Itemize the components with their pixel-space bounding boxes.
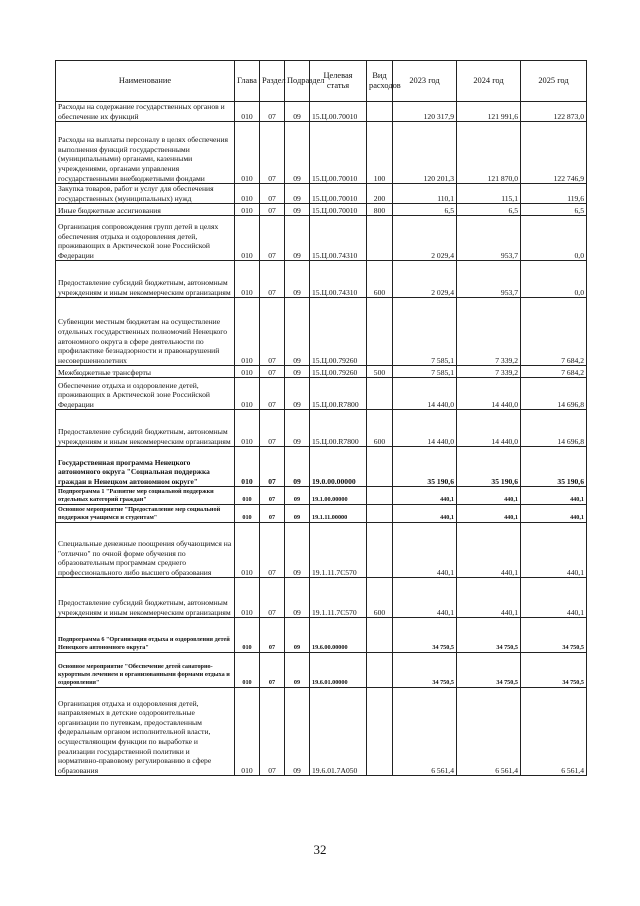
row-2023: 110,1 xyxy=(393,184,457,204)
row-podrazdel: 09 xyxy=(285,688,310,776)
row-2025: 119,6 xyxy=(521,184,587,204)
row-glava: 010 xyxy=(235,688,260,776)
row-podrazdel: 09 xyxy=(285,447,310,487)
row-target: 15.Ц.00.74310 xyxy=(310,216,367,261)
row-name: Расходы на выплаты персоналу в целях обеспечения выполнения функций государственными (муниципальными) органами, казенными учреждениями, органами управления государственными внебюджетными фондами xyxy=(56,122,235,184)
row-podrazdel: 09 xyxy=(285,102,310,122)
header-vid: Вид расходов xyxy=(367,61,393,102)
row-razdel: 07 xyxy=(260,688,285,776)
header-name: Наименование xyxy=(56,61,235,102)
table-row xyxy=(56,378,587,410)
row-2024: 6 561,4 xyxy=(457,688,521,776)
row-glava: 010 xyxy=(235,487,260,505)
row-razdel: 07 xyxy=(260,204,285,216)
row-2024: 7 339,2 xyxy=(457,366,521,378)
row-glava: 010 xyxy=(235,184,260,204)
row-2024: 14 440,0 xyxy=(457,378,521,410)
row-vid: 100 xyxy=(367,122,393,184)
row-vid xyxy=(367,653,393,688)
row-vid: 500 xyxy=(367,366,393,378)
row-razdel: 07 xyxy=(260,447,285,487)
header-row xyxy=(56,61,587,102)
row-glava: 010 xyxy=(235,410,260,447)
row-2024: 34 750,5 xyxy=(457,618,521,653)
row-2023: 7 585,1 xyxy=(393,298,457,366)
table-row xyxy=(56,184,587,204)
row-2023: 34 750,5 xyxy=(393,653,457,688)
row-name: Обеспечение отдыха и оздоровление детей, проживающих в Арктической зоне Российской Федерации xyxy=(56,378,235,410)
table-row xyxy=(56,618,587,653)
row-vid xyxy=(367,523,393,578)
row-2025: 6 561,4 xyxy=(521,688,587,776)
row-2024: 440,1 xyxy=(457,505,521,523)
row-name: Специальные денежные поощрения обучающимся на "отлично" по очной форме обучения по образовательным программам среднего профессионального либо высшего образования xyxy=(56,523,235,578)
row-podrazdel: 09 xyxy=(285,378,310,410)
row-vid xyxy=(367,298,393,366)
row-name: Предоставление субсидий бюджетным, автономным учреждениям и иным некоммерческим организациям xyxy=(56,261,235,298)
row-name: Предоставление субсидий бюджетным, автономным учреждениям и иным некоммерческим организациям xyxy=(56,578,235,618)
table-row xyxy=(56,204,587,216)
row-podrazdel: 09 xyxy=(285,505,310,523)
row-podrazdel: 09 xyxy=(285,204,310,216)
row-2025: 440,1 xyxy=(521,487,587,505)
row-2025: 0,0 xyxy=(521,261,587,298)
row-target: 15.Ц.00.R7800 xyxy=(310,410,367,447)
row-glava: 010 xyxy=(235,505,260,523)
row-name: Государственная программа Ненецкого автономного округа "Социальная поддержка граждан в Ненецком автономном округе" xyxy=(56,447,235,487)
row-name: Субвенции местным бюджетам на осуществление отдельных государственных полномочий Ненецкого автономного округа в сфере деятельности по профилактике безнадзорности и правонарушений несовершеннолетних xyxy=(56,298,235,366)
row-2024: 34 750,5 xyxy=(457,653,521,688)
row-podrazdel: 09 xyxy=(285,366,310,378)
row-2025: 34 750,5 xyxy=(521,653,587,688)
row-glava: 010 xyxy=(235,122,260,184)
row-podrazdel: 09 xyxy=(285,122,310,184)
row-target: 15.Ц.00.74310 xyxy=(310,261,367,298)
row-2023: 6 561,4 xyxy=(393,688,457,776)
row-target: 19.0.00.00000 xyxy=(310,447,367,487)
row-name: Предоставление субсидий бюджетным, автономным учреждениям и иным некоммерческим организациям xyxy=(56,410,235,447)
table-row xyxy=(56,366,587,378)
row-podrazdel: 09 xyxy=(285,261,310,298)
row-vid xyxy=(367,378,393,410)
row-2025: 440,1 xyxy=(521,505,587,523)
row-2024: 440,1 xyxy=(457,578,521,618)
row-2023: 120 317,9 xyxy=(393,102,457,122)
row-glava: 010 xyxy=(235,378,260,410)
row-name: Расходы на содержание государственных органов и обеспечение их функций xyxy=(56,102,235,122)
row-razdel: 07 xyxy=(260,410,285,447)
row-target: 15.Ц.00.70010 xyxy=(310,184,367,204)
row-target: 19.1.11.7С570 xyxy=(310,523,367,578)
row-2025: 6,5 xyxy=(521,204,587,216)
row-2023: 14 440,0 xyxy=(393,410,457,447)
row-2024: 953,7 xyxy=(457,216,521,261)
row-2024: 953,7 xyxy=(457,261,521,298)
row-2024: 121 870,0 xyxy=(457,122,521,184)
row-vid xyxy=(367,102,393,122)
row-name: Подпрограмма 6 "Организация отдыха и оздоровления детей Ненецкого автономного округа" xyxy=(56,618,235,653)
row-razdel: 07 xyxy=(260,122,285,184)
row-podrazdel: 09 xyxy=(285,653,310,688)
row-2023: 6,5 xyxy=(393,204,457,216)
row-vid: 600 xyxy=(367,578,393,618)
row-name: Организация сопровождения групп детей в целях обеспечения отдыха и оздоровления детей, проживающих в Арктической зоне Российской Федерации xyxy=(56,216,235,261)
header-glava: Глава xyxy=(235,61,260,102)
row-2025: 35 190,6 xyxy=(521,447,587,487)
row-target: 19.6.00.00000 xyxy=(310,618,367,653)
row-target: 15.Ц.00.79260 xyxy=(310,366,367,378)
header-2023: 2023 год xyxy=(393,61,457,102)
row-name: Основное мероприятие "Предоставление мер социальной поддержки учащимся и студентам" xyxy=(56,505,235,523)
row-vid: 600 xyxy=(367,410,393,447)
table-row xyxy=(56,261,587,298)
row-2023: 440,1 xyxy=(393,505,457,523)
table-row xyxy=(56,102,587,122)
table-row xyxy=(56,298,587,366)
row-2024: 6,5 xyxy=(457,204,521,216)
row-glava: 010 xyxy=(235,216,260,261)
row-2024: 440,1 xyxy=(457,487,521,505)
row-2023: 440,1 xyxy=(393,523,457,578)
row-razdel: 07 xyxy=(260,216,285,261)
row-2023: 7 585,1 xyxy=(393,366,457,378)
row-glava: 010 xyxy=(235,653,260,688)
row-glava: 010 xyxy=(235,523,260,578)
row-name: Закупка товаров, работ и услуг для обеспечения государственных (муниципальных) нужд xyxy=(56,184,235,204)
row-podrazdel: 09 xyxy=(285,618,310,653)
header-razdel: Раздел xyxy=(260,61,285,102)
row-name: Межбюджетные трансферты xyxy=(56,366,235,378)
row-target: 19.1.11.00000 xyxy=(310,505,367,523)
row-podrazdel: 09 xyxy=(285,523,310,578)
header-2025: 2025 год xyxy=(521,61,587,102)
row-target: 15.Ц.00.70010 xyxy=(310,122,367,184)
row-2025: 122 746,9 xyxy=(521,122,587,184)
row-podrazdel: 09 xyxy=(285,298,310,366)
row-razdel: 07 xyxy=(260,523,285,578)
row-glava: 010 xyxy=(235,261,260,298)
row-podrazdel: 09 xyxy=(285,410,310,447)
row-2023: 2 029,4 xyxy=(393,261,457,298)
table-row xyxy=(56,216,587,261)
row-name: Организация отдыха и оздоровления детей, направляемых в детские оздоровительные организации по путевкам, предоставленным федеральным органом исполнительной власти, осуществляющим функции по выработке и реализации государственной политики и нормативно-правовому регулированию в сфере образования xyxy=(56,688,235,776)
header-target: Целевая статья xyxy=(310,61,367,102)
row-name: Подпрограмма 1 "Развитие мер социальной поддержки отдельных категорий граждан" xyxy=(56,487,235,505)
row-podrazdel: 09 xyxy=(285,184,310,204)
row-2025: 14 696,8 xyxy=(521,378,587,410)
row-glava: 010 xyxy=(235,366,260,378)
table-row xyxy=(56,487,587,505)
row-podrazdel: 09 xyxy=(285,216,310,261)
row-2023: 440,1 xyxy=(393,578,457,618)
row-target: 15.Ц.00.70010 xyxy=(310,102,367,122)
row-2023: 2 029,4 xyxy=(393,216,457,261)
row-razdel: 07 xyxy=(260,578,285,618)
table-row xyxy=(56,523,587,578)
header-podrazdel: Подраздел xyxy=(285,61,310,102)
table-row xyxy=(56,447,587,487)
row-2024: 7 339,2 xyxy=(457,298,521,366)
row-2023: 34 750,5 xyxy=(393,618,457,653)
row-glava: 010 xyxy=(235,102,260,122)
page-number: 32 xyxy=(313,842,327,857)
row-2025: 7 684,2 xyxy=(521,366,587,378)
row-razdel: 07 xyxy=(260,378,285,410)
row-2025: 34 750,5 xyxy=(521,618,587,653)
row-target: 19.1.11.7С570 xyxy=(310,578,367,618)
row-vid xyxy=(367,487,393,505)
row-vid: 600 xyxy=(367,261,393,298)
row-2024: 35 190,6 xyxy=(457,447,521,487)
row-razdel: 07 xyxy=(260,102,285,122)
row-2023: 14 440,0 xyxy=(393,378,457,410)
row-name: Основное мероприятие "Обеспечение детей санаторно-курортным лечением и организованными формами отдыха и оздоровления" xyxy=(56,653,235,688)
row-2023: 120 201,3 xyxy=(393,122,457,184)
row-vid xyxy=(367,216,393,261)
row-razdel: 07 xyxy=(260,505,285,523)
table-row xyxy=(56,688,587,776)
row-2025: 440,1 xyxy=(521,523,587,578)
row-vid xyxy=(367,688,393,776)
row-razdel: 07 xyxy=(260,653,285,688)
row-2025: 122 873,0 xyxy=(521,102,587,122)
row-target: 15.Ц.00.79260 xyxy=(310,298,367,366)
row-vid: 200 xyxy=(367,184,393,204)
row-target: 19.1.00.00000 xyxy=(310,487,367,505)
row-glava: 010 xyxy=(235,298,260,366)
row-2023: 440,1 xyxy=(393,487,457,505)
row-target: 19.6.01.7А050 xyxy=(310,688,367,776)
table-row xyxy=(56,410,587,447)
row-razdel: 07 xyxy=(260,261,285,298)
row-vid: 800 xyxy=(367,204,393,216)
row-glava: 010 xyxy=(235,578,260,618)
row-2024: 440,1 xyxy=(457,523,521,578)
table-row xyxy=(56,122,587,184)
row-razdel: 07 xyxy=(260,618,285,653)
row-podrazdel: 09 xyxy=(285,487,310,505)
row-glava: 010 xyxy=(235,204,260,216)
row-target: 15.Ц.00.R7800 xyxy=(310,378,367,410)
table-row xyxy=(56,505,587,523)
row-target: 19.6.01.00000 xyxy=(310,653,367,688)
table-row xyxy=(56,653,587,688)
row-2024: 115,1 xyxy=(457,184,521,204)
row-razdel: 07 xyxy=(260,298,285,366)
row-2025: 0,0 xyxy=(521,216,587,261)
row-2024: 14 440,0 xyxy=(457,410,521,447)
row-razdel: 07 xyxy=(260,184,285,204)
header-2024: 2024 год xyxy=(457,61,521,102)
table-row xyxy=(56,578,587,618)
row-2025: 440,1 xyxy=(521,578,587,618)
row-2025: 7 684,2 xyxy=(521,298,587,366)
row-glava: 010 xyxy=(235,618,260,653)
row-vid xyxy=(367,447,393,487)
row-name: Иные бюджетные ассигнования xyxy=(56,204,235,216)
row-podrazdel: 09 xyxy=(285,578,310,618)
row-razdel: 07 xyxy=(260,366,285,378)
budget-table xyxy=(55,60,587,776)
row-2025: 14 696,8 xyxy=(521,410,587,447)
row-2024: 121 991,6 xyxy=(457,102,521,122)
row-razdel: 07 xyxy=(260,487,285,505)
row-vid xyxy=(367,618,393,653)
row-target: 15.Ц.00.70010 xyxy=(310,204,367,216)
row-vid xyxy=(367,505,393,523)
row-2023: 35 190,6 xyxy=(393,447,457,487)
row-glava: 010 xyxy=(235,447,260,487)
